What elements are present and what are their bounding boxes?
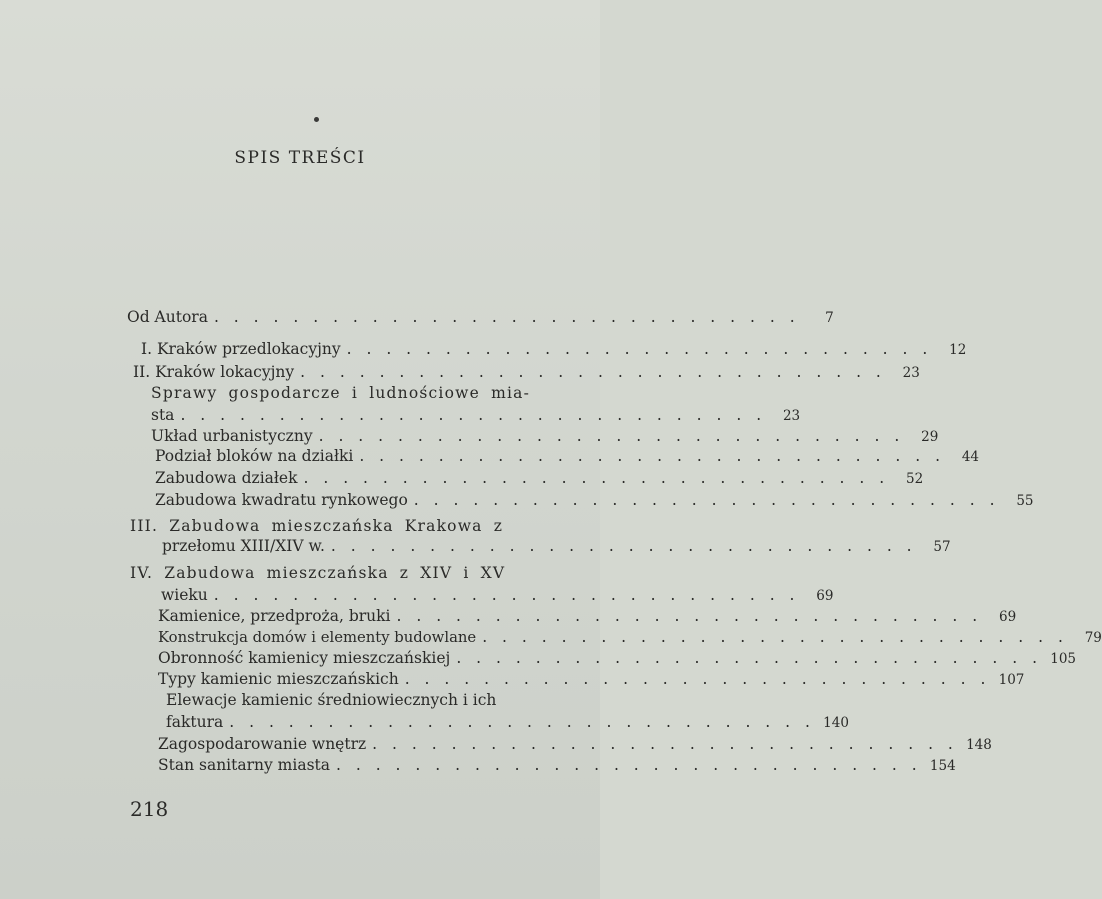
toc-leader: . . . . . . . . . . . . . . . . . . . . . . . . . . . . . . [229,713,815,731]
toc-leader: . . . . . . . . . . . . . . . . . . . . . . . . . . . . . . [213,308,800,326]
toc-entry [161,584,834,606]
toc-entry-label: faktura [166,713,224,731]
toc-entry-page: 55 [1016,493,1034,509]
toc-entry-page: 69 [816,588,834,604]
toc-leader: . . . . . . . . . . . . . . . . . . . . . . . . . . . . . . [346,340,933,358]
toc-leader: . . . . . . . . . . . . . . . . . . . . . . . . . . . . . . [330,537,917,555]
toc-entry [166,689,563,711]
toc-entry-label: przełomu XIII/XIV w. [162,537,325,555]
toc-entry [158,647,1077,669]
toc-leader: . . . . . . . . . . . . . . . . . . . . . . . . . . . . . . [318,427,905,445]
toc-entry [133,361,920,383]
page-title: SPIS TREŚCI [234,148,366,168]
toc-leader: . . . . . . . . . . . . . . . . . . . . . . . . . . . . . . [396,607,983,625]
toc-entry-label: Od Autora [127,308,208,326]
toc-leader: . . . . . . . . . . . . . . . . . . . . . . . . . . . . . . [372,735,958,753]
toc-leader: . . . . . . . . . . . . . . . . . . . . . . . . . . . . . . [336,756,922,774]
toc-entry [127,306,834,328]
toc-entry [158,668,1025,690]
toc-entry [158,754,956,776]
toc-entry [158,605,1017,627]
toc-entry-label: Typy kamienic mieszczańskich [158,670,399,688]
toc-entry-page: 57 [933,539,951,555]
toc-entry-page: 148 [966,737,992,753]
toc-entry-page: 23 [782,408,801,424]
toc-entry-label: Sprawy gospodarcze i ludnościowe mia- [151,384,531,402]
toc-leader: . . . . . . . . . . . . . . . . . . . . . . . . . . . . . . [482,628,1068,646]
toc-entry-label: Obronność kamienicy mieszczańskiej [158,649,451,667]
toc-entry [151,382,563,404]
page-number: 218 [130,797,169,821]
toc-entry [158,626,1102,648]
toc-entry-label: II. Kraków lokacyjny [133,363,295,381]
toc-entry-page: 79 [1084,630,1102,646]
toc-entry-page: 154 [929,758,956,774]
toc-leader: . . . . . . . . . . . . . . . . . . . . . . . . . . . . . . [404,670,991,688]
toc-entry-label: III. Zabudowa mieszczańska Krakowa z [130,517,504,535]
toc-entry-label: Układ urbanistyczny [151,427,313,445]
toc-entry [166,711,849,733]
toc-leader: . . . . . . . . . . . . . . . . . . . . . . . . . . . . . . [300,363,886,381]
toc-entry [155,467,924,489]
toc-leader: . . . . . . . . . . . . . . . . . . . . . . . . . . . . . . [180,406,767,424]
toc-entry [162,535,951,557]
toc-entry [130,515,563,537]
toc-entry [151,404,801,426]
toc-entry-label: Zabudowa działek [155,469,298,487]
toc-entry-page: 12 [949,342,967,358]
toc-entry-label: I. Kraków przedlokacyjny [141,340,341,358]
toc-leader: . . . . . . . . . . . . . . . . . . . . . . . . . . . . . . [413,491,1000,509]
toc-leader: . . . . . . . . . . . . . . . . . . . . . . . . . . . . . . [456,649,1043,667]
toc-entry [155,489,1034,511]
toc-entry-page: 7 [825,310,834,326]
toc-leader: . . . . . . . . . . . . . . . . . . . . . . . . . . . . . . [213,586,800,604]
toc-entry-label: IV. Zabudowa mieszczańska z XIV i XV [130,564,506,582]
toc-leader: . . . . . . . . . . . . . . . . . . . . . . . . . . . . . . [303,469,890,487]
toc-entry [155,445,980,467]
toc-entry-label: Zagospodarowanie wnętrz [158,735,367,753]
toc-entry [130,562,563,584]
toc-entry-label: Elewacje kamienic średniowiecznych i ich [166,691,497,709]
toc-entry-page: 29 [921,429,939,445]
toc-entry [141,338,967,360]
toc-entry-label: Konstrukcja domów i elementy budowlane [158,629,477,646]
toc-entry-page: 23 [902,365,920,381]
toc-entry-page: 105 [1050,651,1077,667]
toc-entry-label: sta [151,406,175,424]
toc-entry [151,425,939,447]
toc-leader: . . . . . . . . . . . . . . . . . . . . . . . . . . . . . . [359,447,946,465]
toc-entry-label: Podział bloków na działki [155,447,354,465]
toc-entry-page: 140 [823,715,849,731]
toc-entry-page: 44 [961,449,980,465]
toc-entry-label: wieku [161,586,208,604]
toc-entry [158,733,992,755]
toc-entry-page: 69 [999,609,1017,625]
toc-entry-page: 107 [998,672,1025,688]
toc-entry-page: 52 [906,471,924,487]
toc-entry-label: Zabudowa kwadratu rynkowego [155,491,408,509]
toc-entry-label: Stan sanitarny miasta [158,756,330,774]
toc-entry-label: Kamienice, przedproża, bruki [158,607,391,625]
